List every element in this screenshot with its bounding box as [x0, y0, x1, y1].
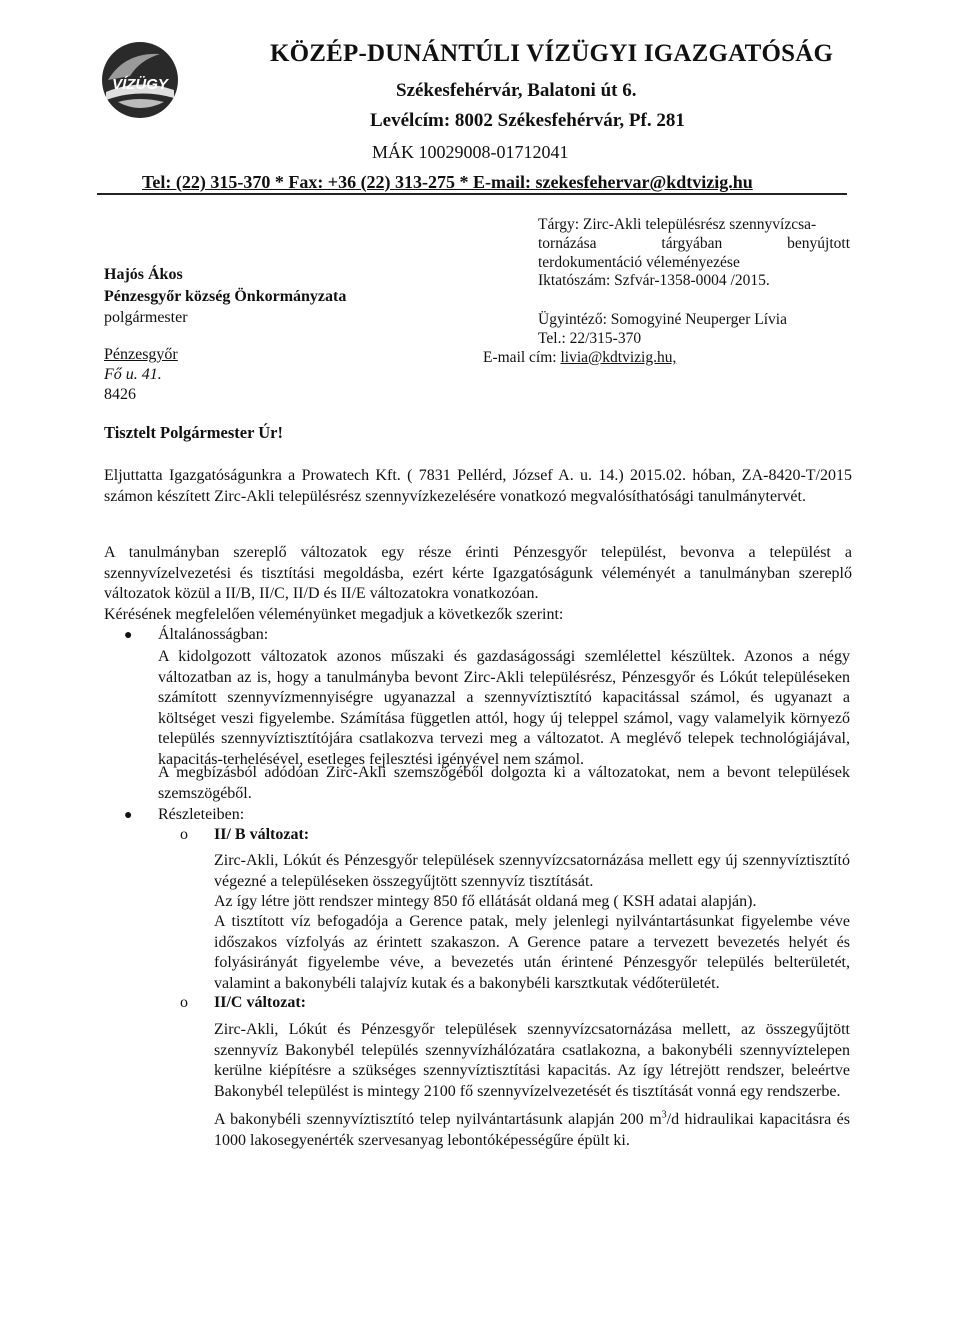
recipient-name: Hajós Ákos	[104, 266, 183, 283]
case-officer-email-line	[483, 348, 676, 367]
vizugy-logo	[100, 40, 180, 120]
section-general-text: A kidolgozott változatok azonos műszaki és gazdaságossági szemlélettel készültek. Azonos a négy változatban az is, hogy a tanulmányba bevont Zirc-Akli településrész, Pénzesgyőr és Lókút településeken számított szennyvízmennyiségre ugyanazzal a szennyvíztisztító kapacitással számol, és ugyanazt a költséget veszi figyelembe. Számítása független attól, hogy új teleppel számol, vagy valamelyik környező település szennyvíztisztítójára csatlakozva tervezi meg a változatot. A meglévő telepek technológiájával, kapacitás-terhelésével, esetleges fejlesztési igényével nem számol.	[158, 648, 850, 768]
sub-bullet-icon: o	[180, 826, 188, 843]
paragraph-scope: A tanulmányban szereplő változatok egy része érinti Pénzesgyőr települést, bevonva a települést a szennyvízelvezetési és tisztítási megoldásba, ezért kérte Igazgatóságunk véleményét a tanulmányban szereplő változatok közül a II/B, II/C, II/D és II/E változatokra vonatkozóan.	[104, 544, 852, 602]
variant-iic-text-2a: A bakonybéli szennyvíztisztító telep nyilvántartásunk alapján 200 m	[214, 1111, 662, 1128]
variant-iib-text-3: A tisztított víz befogadója a Gerence patak, mely jelenlegi nyilvántartásunkat figyelembe véve időszakos vízfolyás az érintett szakaszon. A Gerence patare a tervezett bevezetés helyét és folyásirányát figyelembe véve, a bevezetés után érintené Pénzesgyőr település belterületét, valamint a bakonybéli talajvíz kutak és a bakonybéli karsztkutak védőterületét.	[214, 913, 850, 992]
variant-iic-text-1: Zirc-Akli, Lókút és Pénzesgyőr települések szennyvízcsatornázása mellett, az összegyűjtött szennyvíz Bakonybél település szennyvízhálózatára csatlakozna, a bakonybéli szennyvíztelepen kerülne kiépítésre a szükséges szennyvíztisztítási kapacitás. Az így létrejött rendszer, beleértve Bakonybél települést is mintegy 2100 fő szennyvízelvezetését és tisztítását vonná egy rendszerbe.	[214, 1021, 850, 1100]
variant-iib-title: II/ B változat:	[214, 826, 310, 843]
logo-text: VÍZÜGY	[112, 76, 168, 93]
organization-address: Székesfehérvár, Balatoni út 6.	[396, 80, 637, 101]
bullet-icon: ●	[124, 628, 133, 643]
bullet-icon: ●	[124, 808, 133, 823]
contact-email-link[interactable]: szekesfehervar@kdtvizig.hu	[535, 172, 753, 192]
variant-iib-text-2: Az így létre jött rendszer mintegy 850 fő ellátását oldaná meg ( KSH adatai alapján).	[214, 893, 757, 910]
case-officer: Ügyintéző: Somogyiné Neuperger Lívia	[538, 311, 787, 328]
variant-iib-text-1: Zirc-Akli, Lókút és Pénzesgyőr települések szennyvízcsatornázása mellett egy új szennyvíztisztító végezné a településeken összegyűjtött szennyvíz tisztítását.	[214, 852, 850, 890]
recipient-organization: Pénzesgyőr község Önkormányzata	[104, 288, 347, 305]
postal-address: Levélcím: 8002 Székesfehérvár, Pf. 281	[370, 110, 685, 131]
recipient-zip: 8426	[104, 386, 136, 403]
paragraph-intro: Eljuttatta Igazgatóságunkra a Prowatech Kft. ( 7831 Pellérd, József A. u. 14.) 2015.02. hóban, ZA-8420-T/2015 számon készített Zirc-Akli településrész szennyvízkezelésére vonatkozó megvalósíthatósági tanulmánytervét.	[104, 467, 852, 505]
recipient-street: Fő u. 41.	[104, 366, 162, 383]
subject-line-1: Tárgy: Zirc-Akli településrész szennyvízcsa-	[538, 216, 817, 233]
subject-line-2: tornázása tárgyában benyújtott	[538, 235, 850, 252]
recipient-city: Pénzesgyőr	[104, 346, 178, 363]
email-label: E-mail cím:	[483, 349, 561, 366]
section-details-title: Részleteiben:	[158, 806, 245, 823]
mak-number: MÁK 10029008-01712041	[372, 142, 569, 162]
salutation: Tisztelt Polgármester Úr!	[104, 423, 283, 442]
reference-number: Iktatószám: Szfvár-1358-0004 /2015.	[538, 272, 770, 289]
variant-iic-text-2b: /d hidraulikai kapacitásra és 1000 lakosegyenérték szervesanyag lebontóképességűre épült ki.	[214, 1111, 850, 1149]
variant-iic-text-2	[214, 1110, 850, 1151]
variant-iic-title: II/C változat:	[214, 994, 306, 1011]
contact-details: Tel: (22) 315-370 * Fax: +36 (22) 313-275 * E-mail:	[142, 172, 536, 192]
paragraph-opinion-intro: Kérésének megfelelően véleményünket megadjuk a következők szerint:	[104, 606, 564, 623]
section-general-text-2: A megbízásból adódóan Zirc-Akli szemszögéből dolgozta ki a változatokat, nem a bevont települések szemszögéből.	[158, 764, 850, 802]
subject-line-3: terdokumentáció véleményezése	[538, 254, 740, 271]
case-officer-email-link[interactable]: livia@kdtvizig.hu,	[560, 349, 677, 366]
contact-line	[142, 172, 753, 193]
letterhead-divider	[97, 193, 847, 195]
recipient-title: polgármester	[104, 309, 188, 326]
organization-name: KÖZÉP-DUNÁNTÚLI VÍZÜGYI IGAZGATÓSÁG	[270, 40, 834, 67]
sub-bullet-icon: o	[180, 994, 188, 1011]
section-general-title: Általánosságban:	[158, 626, 269, 643]
case-officer-phone: Tel.: 22/315-370	[538, 330, 642, 347]
cubic-superscript: 3	[661, 1109, 667, 1121]
